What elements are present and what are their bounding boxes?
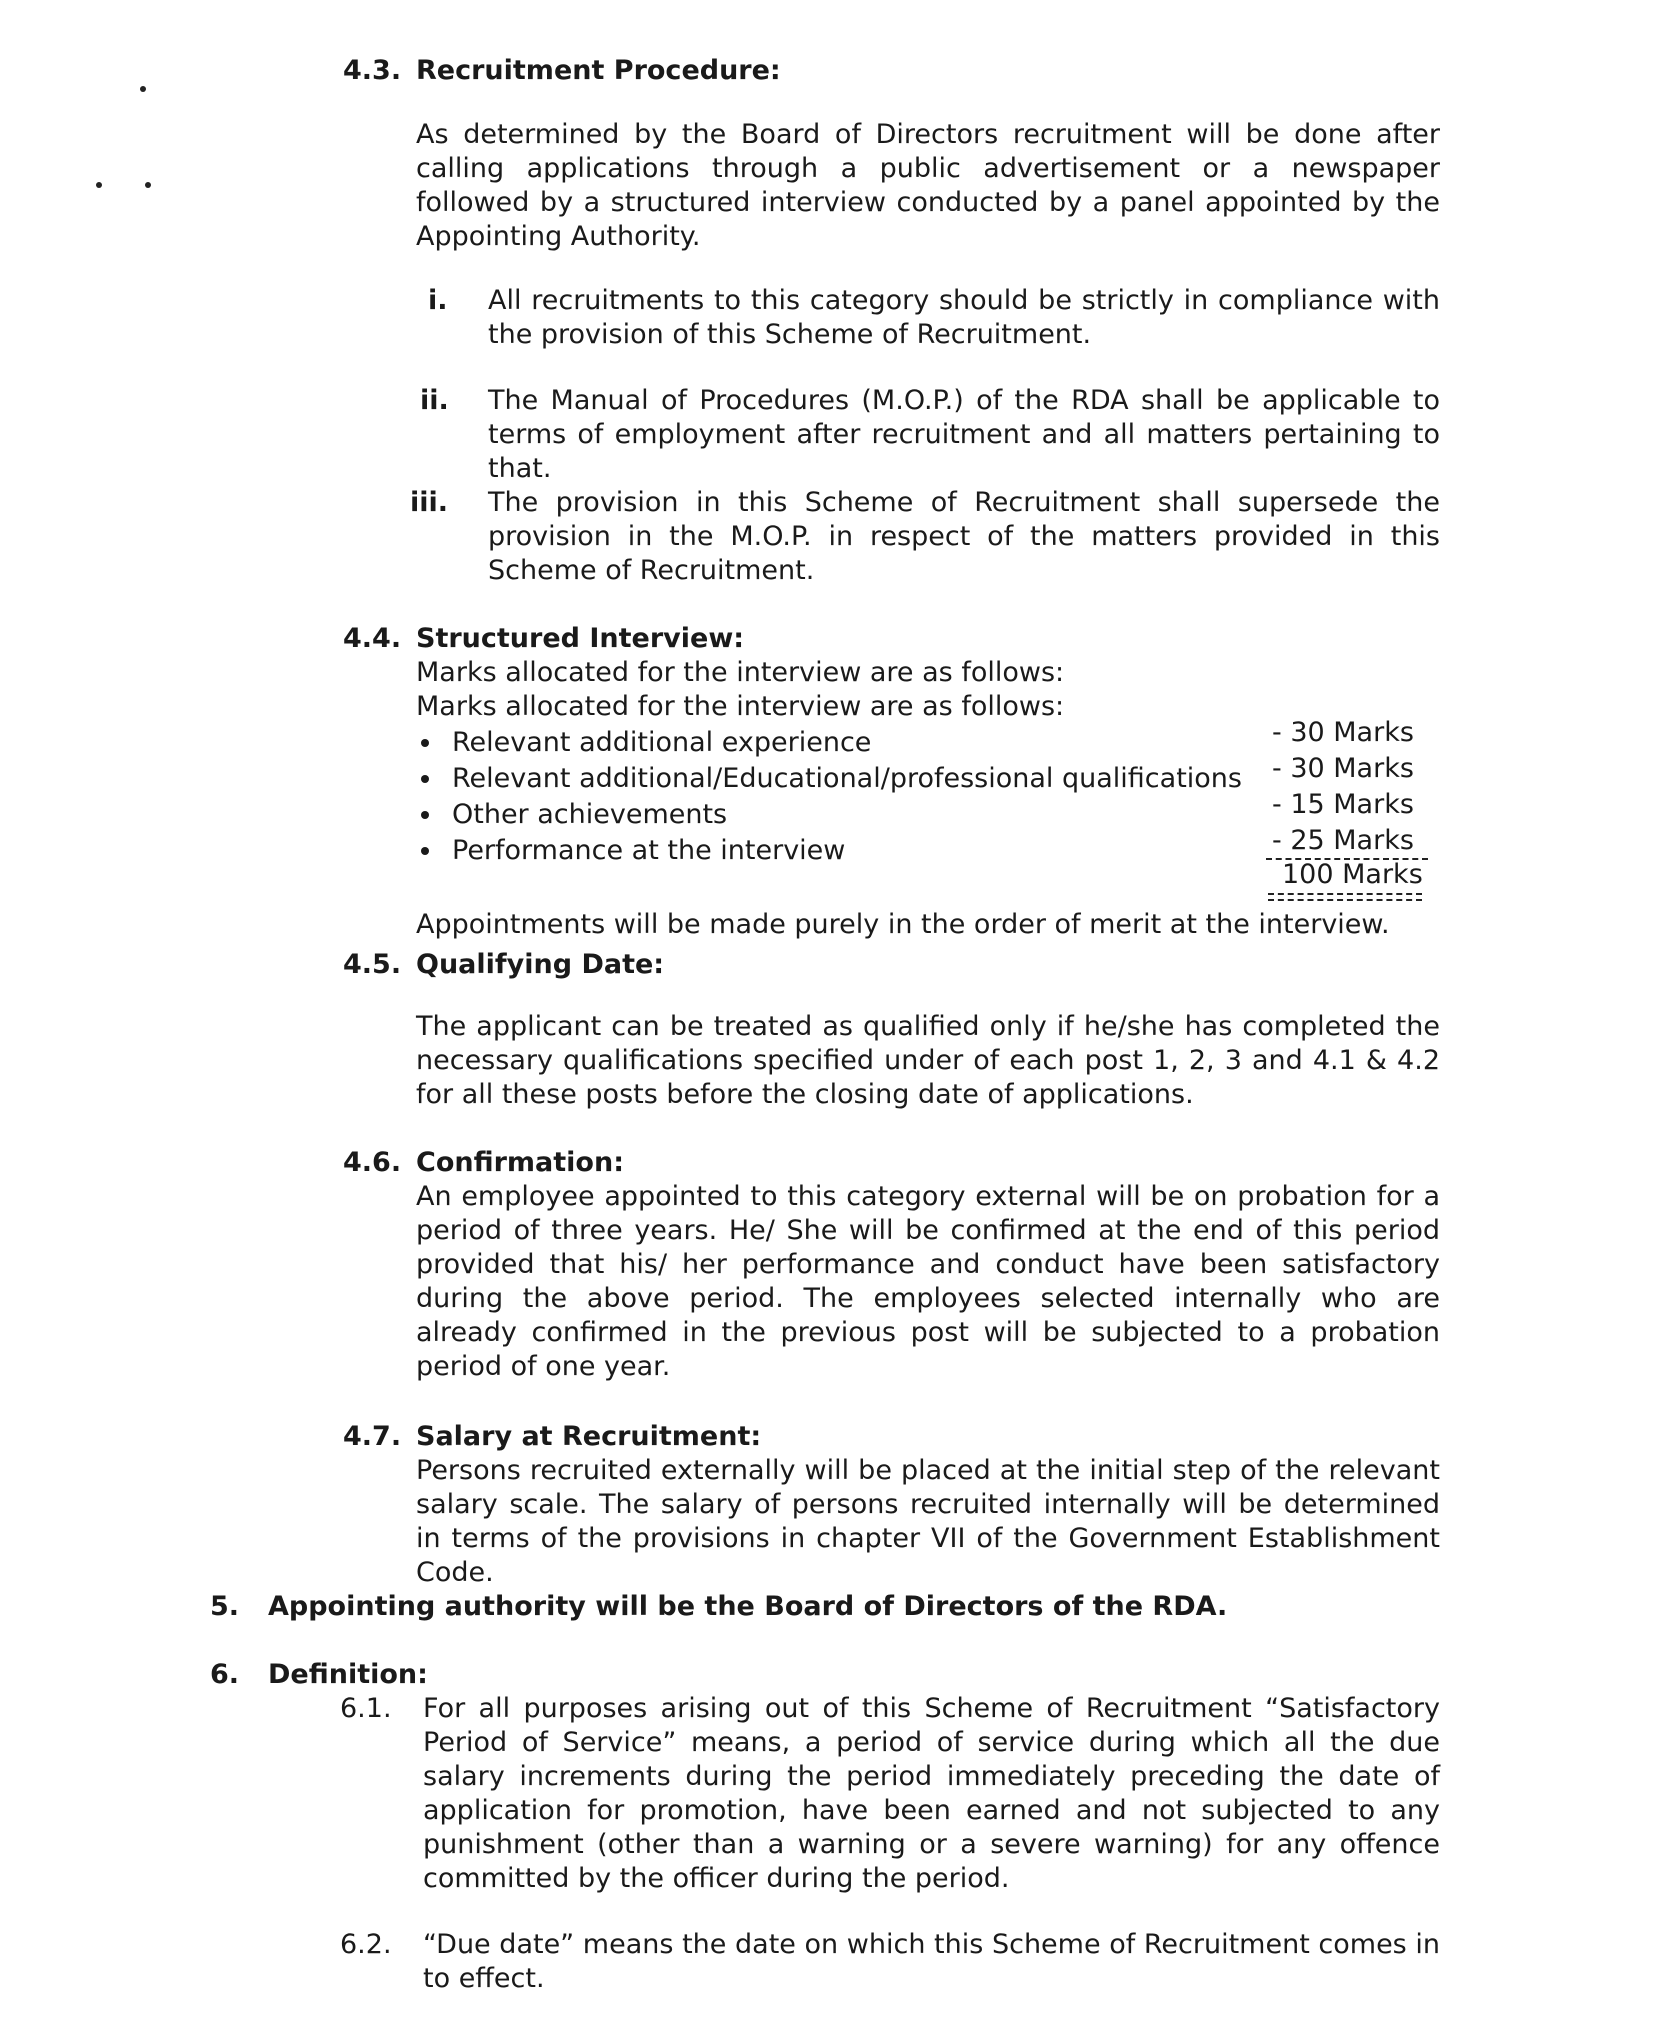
bullet-icon — [421, 775, 429, 783]
subsection-number: 6.1. — [340, 1693, 392, 1724]
section-paragraph: “Due date” means the date on which this Scheme of Recruitment comes in to effect. — [423, 1929, 1440, 1994]
bullet-icon — [421, 811, 429, 819]
section-title: Confirmation: — [416, 1147, 624, 1178]
section-paragraph: As determined by the Board of Directors recruitment will be done after calling applications through a public advertisement or a newspaper followed by a structured interview conducted by a panel appointed by the Appointing Authority. — [416, 119, 1440, 252]
marks-total: 100 Marks — [1282, 859, 1423, 890]
section-title: Recruitment Procedure: — [416, 55, 781, 86]
section-title: Structured Interview: — [416, 623, 745, 654]
section-number: 5. — [210, 1591, 240, 1622]
criterion-marks: - 15 Marks — [1272, 789, 1414, 820]
list-item-text: The Manual of Procedures (M.O.P.) of the RDA shall be applicable to terms of employment after recruitment and all matters pertaining to that. — [488, 385, 1440, 484]
subsection-number: 6.2. — [340, 1929, 392, 1960]
section-number: 4.5. — [343, 949, 402, 980]
section-title: Qualifying Date: — [416, 949, 665, 980]
scan-speck — [96, 182, 102, 188]
criterion-marks: - 30 Marks — [1272, 753, 1414, 784]
section-paragraph: For all purposes arising out of this Scheme of Recruitment “Satisfactory Period of Service” means, a period of service during which all the due salary increments during the period immediately preceding the date of application for promotion, have been earned and not subjected to any punishment (other than a warning or a severe warning) for any offence committed by the officer during the period. — [423, 1693, 1440, 1894]
total-double-underline — [1268, 893, 1422, 895]
criterion-marks: - 30 Marks — [1272, 717, 1414, 748]
section-paragraph: Persons recruited externally will be placed at the initial step of the relevant salary scale. The salary of persons recruited internally will be determined in terms of the provisions in chapter VII of the Government Establishment Code. — [416, 1455, 1440, 1588]
section-number: 4.3. — [343, 55, 402, 86]
section-title: Salary at Recruitment: — [416, 1421, 762, 1452]
total-double-underline — [1268, 899, 1422, 901]
criterion-label: Relevant additional experience — [452, 727, 872, 758]
criterion-label: Performance at the interview — [452, 835, 846, 866]
list-marker: ii. — [420, 385, 449, 416]
section-statement: Appointing authority will be the Board of Directors of the RDA. — [268, 1591, 1228, 1622]
list-marker: iii. — [410, 487, 449, 518]
criterion-label: Relevant additional/Educational/professional qualifications — [452, 763, 1242, 794]
bullet-icon — [421, 847, 429, 855]
scan-speck — [145, 182, 151, 188]
section-number: 4.6. — [343, 1147, 402, 1178]
scan-speck — [140, 86, 146, 92]
section-title: Definition: — [268, 1659, 428, 1690]
section-number: 4.4. — [343, 623, 402, 654]
criterion-marks: - 25 Marks — [1266, 824, 1428, 860]
section-number: 6. — [210, 1659, 240, 1690]
section-number: 4.7. — [343, 1421, 402, 1452]
marks-intro-line: Marks allocated for the interview are as follows: — [416, 657, 1065, 688]
bullet-icon — [421, 739, 429, 747]
list-item-text: The provision in this Scheme of Recruitment shall supersede the provision in the M.O.P. in respect of the matters provided in this Scheme of Recruitment. — [488, 487, 1440, 586]
criterion-label: Other achievements — [452, 799, 728, 830]
merit-statement: Appointments will be made purely in the order of merit at the interview. — [416, 909, 1390, 940]
section-paragraph: An employee appointed to this category external will be on probation for a period of three years. He/ She will be confirmed at the end of this period provided that his/ her performance and conduct have been satisfactory during the above period. The employees selected internally who are already confirmed in the previous post will be subjected to a probation period of one year. — [416, 1181, 1440, 1382]
marks-intro-line: Marks allocated for the interview are as follows: — [416, 691, 1065, 722]
section-paragraph: The applicant can be treated as qualified only if he/she has completed the necessary qualifications specified under of each post 1, 2, 3 and 4.1 & 4.2 for all these posts before the closing date of applications. — [416, 1011, 1440, 1110]
list-item-text: All recruitments to this category should be strictly in compliance with the provision of this Scheme of Recruitment. — [488, 285, 1440, 350]
list-marker: i. — [428, 285, 448, 316]
